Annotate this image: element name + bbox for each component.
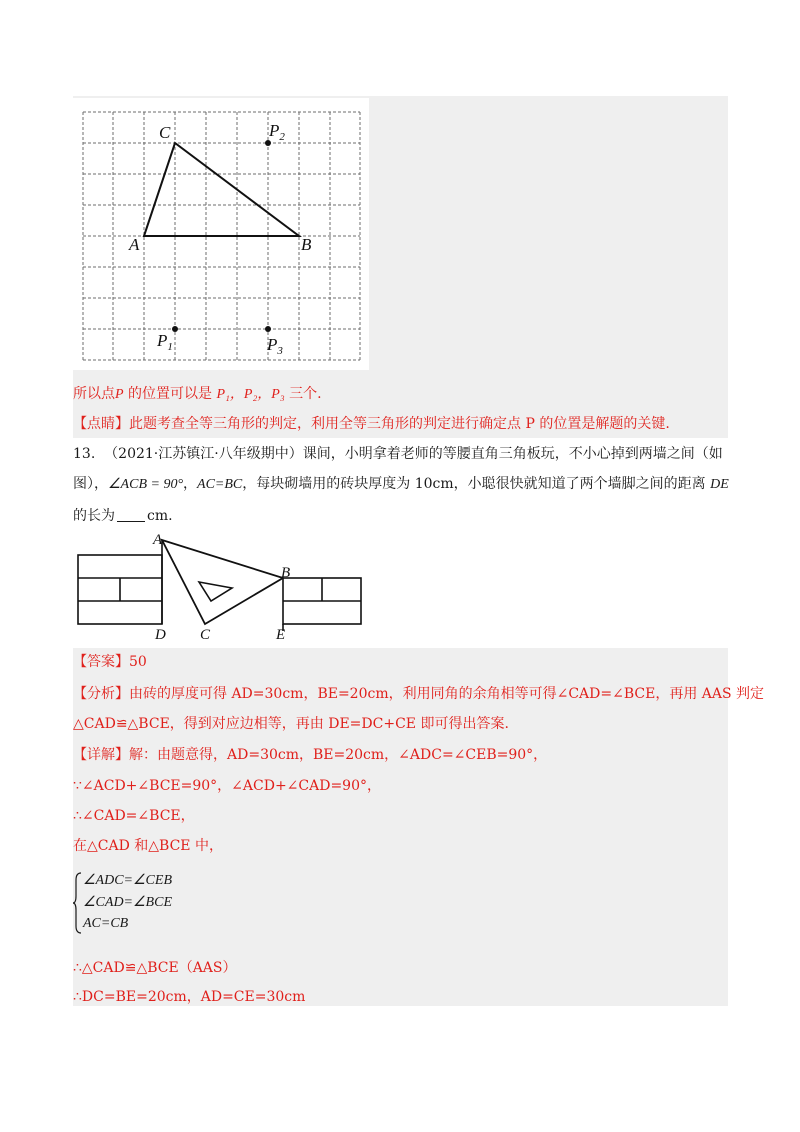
question-line-2: 图），∠ACB = 90°，AC=BC，每块砌墙用的砖块厚度为 10cm，小聪很快就知道了两个墙脚之间的距离 DE [73, 476, 729, 492]
analysis-line-1: 【分析】由砖的厚度可得 AD=30cm，BE=20cm，利用同角的余角相等可得∠CAD=∠BCE，再用 AAS 判定 [73, 686, 765, 702]
point-p2 [265, 140, 271, 146]
answer-line: 【答案】50 [73, 654, 147, 670]
label-p1: $P_1$ [157, 331, 173, 353]
label-p2: $P_2$ [269, 121, 285, 143]
detail-line-1: 【详解】解：由题意得，AD=30cm，BE=20cm，∠ADC=∠CEB=90°， [73, 747, 548, 763]
system-eq-1: ∠ADC=∠CEB [83, 873, 172, 888]
detail-step-1: ∵∠ACD+∠BCE=90°，∠ACD+∠CAD=90°， [73, 778, 381, 794]
question-line-3: 的长为 cm. [73, 508, 173, 524]
detail-step-3: 在△CAD 和△BCE 中， [73, 838, 223, 854]
label-b: B [281, 565, 291, 581]
label-c: C [159, 123, 171, 142]
prev-comment: 【点睛】此题考查全等三角形的判定，利用全等三角形的判定进行确定点 P 的位置是解题的关键. [73, 416, 670, 432]
question-line-1: 13. （2021·江苏镇江·八年级期中）课间，小明拿着老师的等腰直角三角板玩，不小心掉到两墙之间（如 [73, 446, 723, 462]
left-brace [73, 872, 83, 934]
prev-conclusion: 所以点P 的位置可以是 P₁，P₂，P₃ 三个. [73, 386, 322, 402]
detail-step-4: ∴△CAD≌△BCE（AAS） [73, 960, 237, 976]
label-a: A [153, 533, 163, 548]
label-a: A [129, 235, 140, 254]
system-eq-2: ∠CAD=∠BCE [83, 895, 172, 910]
system-eq-3: AC=CB [83, 916, 129, 931]
label-p3: $P_3$ [267, 335, 283, 357]
analysis-line-2: △CAD≌△BCE，得到对应边相等，再由 DE=DC+CE 即可得出答案. [73, 716, 509, 732]
label-b: B [301, 235, 312, 254]
point-p3 [265, 326, 271, 332]
label-c: C [200, 627, 211, 643]
answer-blank [117, 507, 145, 522]
set-square-hole [199, 582, 232, 601]
label-d: D [155, 627, 166, 643]
label-e: E [276, 627, 286, 643]
point-p1 [172, 326, 178, 332]
equation-system [73, 872, 273, 934]
set-square [162, 540, 283, 624]
detail-step-2: ∴∠CAD=∠BCE， [73, 808, 195, 824]
detail-step-5: ∴DC=BE=20cm，AD=CE=30cm [73, 989, 306, 1005]
grid-triangle-figure [73, 98, 369, 370]
wall-triangle-figure [73, 533, 365, 645]
